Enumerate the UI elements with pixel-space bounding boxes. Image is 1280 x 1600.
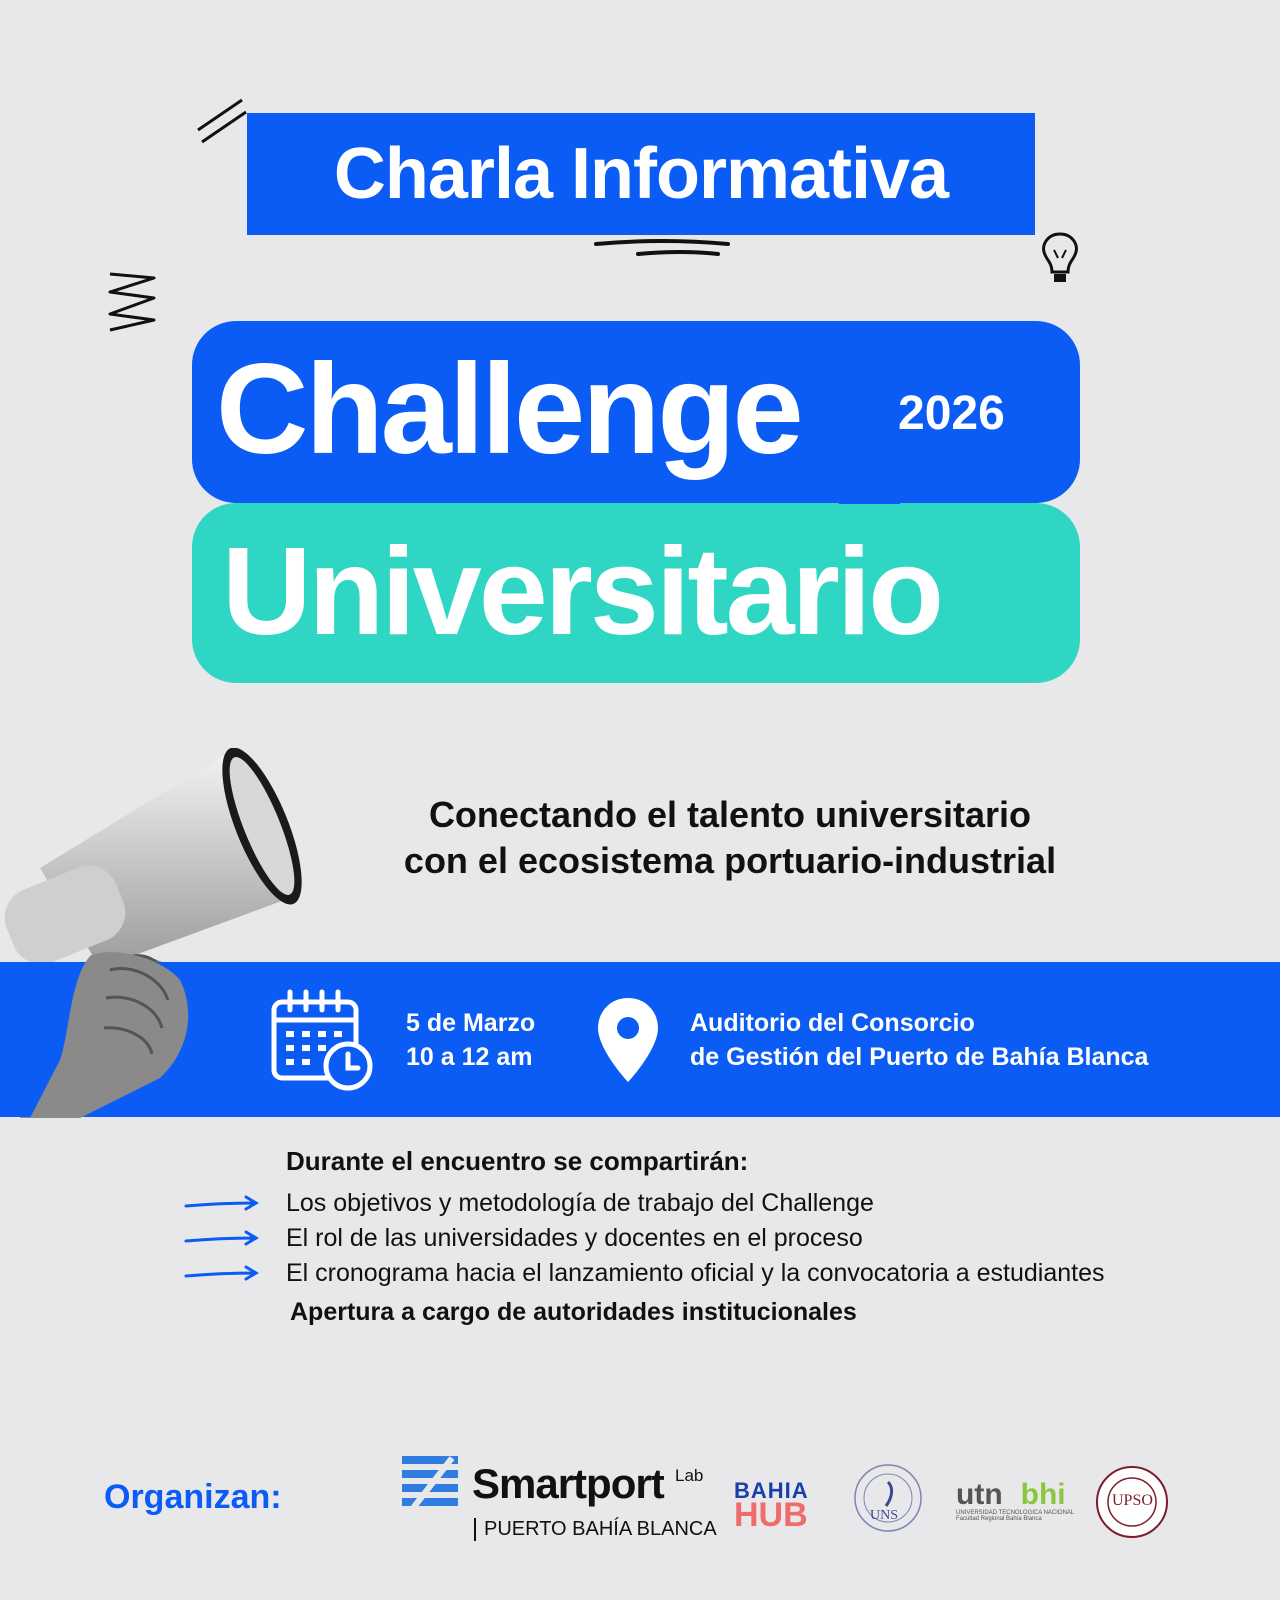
bahia-hub-logo-top: BAHIA [734,1478,809,1503]
utn-logo-text: utn [956,1478,1003,1511]
zigzag-doodle-icon [104,270,160,334]
hero-universitario: Universitario [222,523,942,661]
tagline-line-1: Conectando el talento universitario [428,794,1032,835]
agenda-item-3: El cronograma hacia el lanzamiento oficial y la convocatoria a estudiantes [286,1259,1105,1287]
puerto-bahia-blanca-label: PUERTO BAHÍA BLANCA [474,1518,717,1541]
list-item [184,1186,1105,1221]
agenda-item-1: Los objetivos y metodología de trabajo del Challenge [286,1189,874,1217]
utn-bhi-text: bhi [1020,1478,1066,1511]
agenda-item-2: El rol de las universidades y docentes en el proceso [286,1224,863,1252]
underline-doodle-icon [592,236,732,262]
hero-challenge: Challenge [216,338,801,481]
agenda-title: Durante el encuentro se compartirán: [286,1146,749,1176]
lightbulb-icon [1036,230,1084,290]
event-venue-line-2: de Gestión del Puerto de Bahía Blanca [690,1043,1149,1071]
arrow-right-icon [184,1265,260,1283]
bahia-hub-logo-bottom: HUB [734,1496,808,1534]
organizers-label: Organizan: [104,1478,282,1516]
event-venue [690,1006,1148,1074]
list-item [184,1221,1105,1256]
page-title: Charla Informativa [247,113,1035,235]
smartport-logo: Smartport [472,1460,664,1507]
utn-subtitle: UNIVERSIDAD TECNOLOGICA NACIONAL Facultad Regional Bahía Blanca [956,1510,1075,1522]
smartport-lab-label: Lab [675,1466,704,1485]
arrow-right-icon [184,1230,260,1248]
tagline [300,792,1160,884]
hero-year: 2026 [898,387,1005,440]
location-pin-icon [596,996,660,1084]
bubble-tail [838,458,904,506]
uns-logo: UNS [870,1508,899,1523]
slash-doodle-icon [196,98,248,144]
utn-logo [956,1478,1066,1512]
list-item [184,1256,1105,1291]
event-date-time [406,1006,535,1074]
agenda-closing: Apertura a cargo de autoridades institucionales [290,1298,857,1326]
event-time: 10 a 12 am [406,1043,533,1071]
tagline-line-2: con el ecosistema portuario-industrial [403,840,1057,881]
event-date: 5 de Marzo [406,1009,536,1037]
agenda-list [184,1186,1105,1291]
smartport-logo-icon [400,1456,462,1514]
event-venue-line-1: Auditorio del Consorcio [690,1009,975,1037]
arrow-right-icon [184,1195,260,1213]
upso-logo: UPSO [1112,1492,1153,1509]
calendar-clock-icon [270,988,374,1092]
hand-holding-megaphone [20,950,200,1118]
